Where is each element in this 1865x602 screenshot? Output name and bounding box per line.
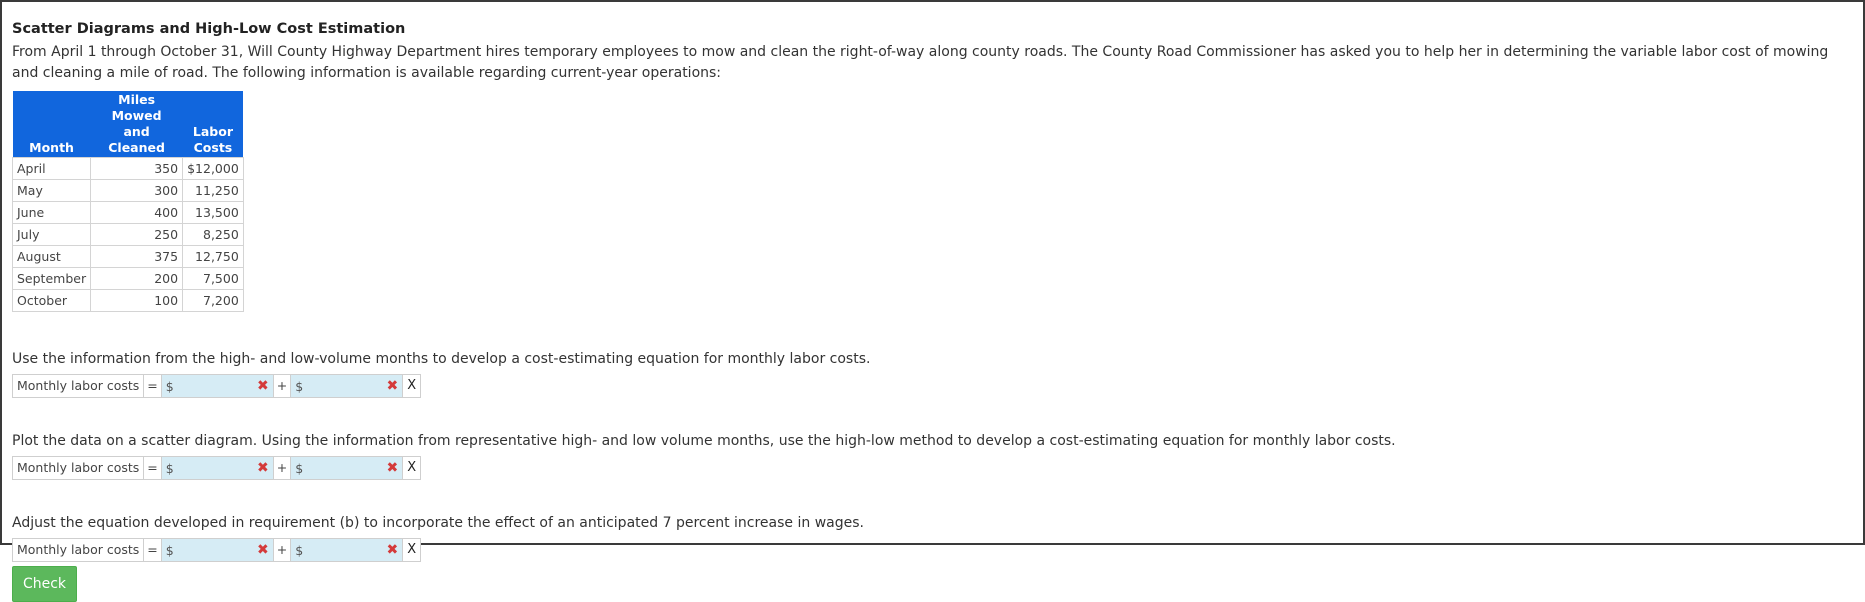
- fixed-cost-input[interactable]: [162, 374, 274, 398]
- currency-symbol: $: [165, 542, 174, 558]
- cell-month: August: [13, 246, 91, 268]
- plus-sign: +: [274, 538, 291, 562]
- table-row: [13, 290, 244, 312]
- variable-x: X: [403, 538, 421, 562]
- cell-cost: 8,250: [183, 224, 244, 246]
- cell-cost: 7,200: [183, 290, 244, 312]
- table-header-row: [13, 91, 244, 158]
- plus-sign: +: [274, 374, 291, 398]
- equals-sign: =: [144, 538, 161, 562]
- equation-label: Monthly labor costs: [12, 374, 144, 398]
- variable-x: X: [403, 374, 421, 398]
- header-month: Month: [13, 91, 91, 158]
- incorrect-x-icon: ✖: [257, 460, 269, 476]
- currency-symbol: $: [295, 542, 304, 558]
- cell-miles: 400: [91, 202, 183, 224]
- equation-a: [12, 374, 1853, 398]
- cell-miles: 200: [91, 268, 183, 290]
- variable-cost-input[interactable]: [291, 456, 403, 480]
- cell-miles: 300: [91, 180, 183, 202]
- cell-month: October: [13, 290, 91, 312]
- incorrect-x-icon: ✖: [257, 542, 269, 558]
- operations-table: [12, 91, 244, 312]
- fixed-cost-input[interactable]: [162, 538, 274, 562]
- cell-miles: 250: [91, 224, 183, 246]
- currency-symbol: $: [295, 460, 304, 476]
- cell-miles: 100: [91, 290, 183, 312]
- cell-miles: 375: [91, 246, 183, 268]
- cell-miles: 350: [91, 158, 183, 180]
- currency-symbol: $: [165, 378, 174, 394]
- cell-month: May: [13, 180, 91, 202]
- variable-x: X: [403, 456, 421, 480]
- table-row: [13, 180, 244, 202]
- equals-sign: =: [144, 374, 161, 398]
- incorrect-x-icon: ✖: [386, 542, 399, 558]
- fixed-cost-input[interactable]: [162, 456, 274, 480]
- cell-month: July: [13, 224, 91, 246]
- equals-sign: =: [144, 456, 161, 480]
- question-b-text: Plot the data on a scatter diagram. Using the information from representative high- and low volume months, use the high-low method to develop a cost-estimating equation for monthly labor costs.: [12, 433, 1396, 449]
- incorrect-x-icon: ✖: [386, 460, 399, 476]
- table-row: [13, 224, 244, 246]
- table-row: [13, 246, 244, 268]
- currency-symbol: $: [295, 378, 304, 394]
- cell-cost: 12,750: [183, 246, 244, 268]
- currency-symbol: $: [165, 460, 174, 476]
- header-miles: Miles Mowed and Cleaned: [91, 91, 183, 158]
- check-button[interactable]: Check: [12, 566, 77, 602]
- incorrect-x-icon: ✖: [257, 378, 269, 394]
- cell-month: September: [13, 268, 91, 290]
- cell-month: June: [13, 202, 91, 224]
- equation-label: Monthly labor costs: [12, 456, 144, 480]
- table-row: [13, 202, 244, 224]
- cell-cost: 13,500: [183, 202, 244, 224]
- equation-b: [12, 456, 1853, 480]
- equation-c: [12, 538, 1853, 562]
- variable-cost-input[interactable]: [291, 538, 403, 562]
- incorrect-x-icon: ✖: [386, 378, 399, 394]
- cell-month: April: [13, 158, 91, 180]
- question-a-text: Use the information from the high- and low-volume months to develop a cost-estimating equation for monthly labor costs.: [12, 351, 871, 367]
- problem-intro: From April 1 through October 31, Will County Highway Department hires temporary employees to mow and clean the right-of-way along county roads. The County Road Commissioner has asked you to help her in determining the variable labor cost of mowing and cleaning a mile of road. The following information is available regarding current-year operations:: [12, 44, 1829, 81]
- cell-cost: $12,000: [183, 158, 244, 180]
- table-row: [13, 158, 244, 180]
- equation-label: Monthly labor costs: [12, 538, 144, 562]
- problem-title: Scatter Diagrams and High-Low Cost Estimation: [12, 21, 406, 37]
- question-c-text: Adjust the equation developed in requirement (b) to incorporate the effect of an anticipated 7 percent increase in wages.: [12, 515, 864, 531]
- header-labor-costs: Labor Costs: [183, 91, 244, 158]
- cell-cost: 11,250: [183, 180, 244, 202]
- plus-sign: +: [274, 456, 291, 480]
- variable-cost-input[interactable]: [291, 374, 403, 398]
- cell-cost: 7,500: [183, 268, 244, 290]
- table-row: [13, 268, 244, 290]
